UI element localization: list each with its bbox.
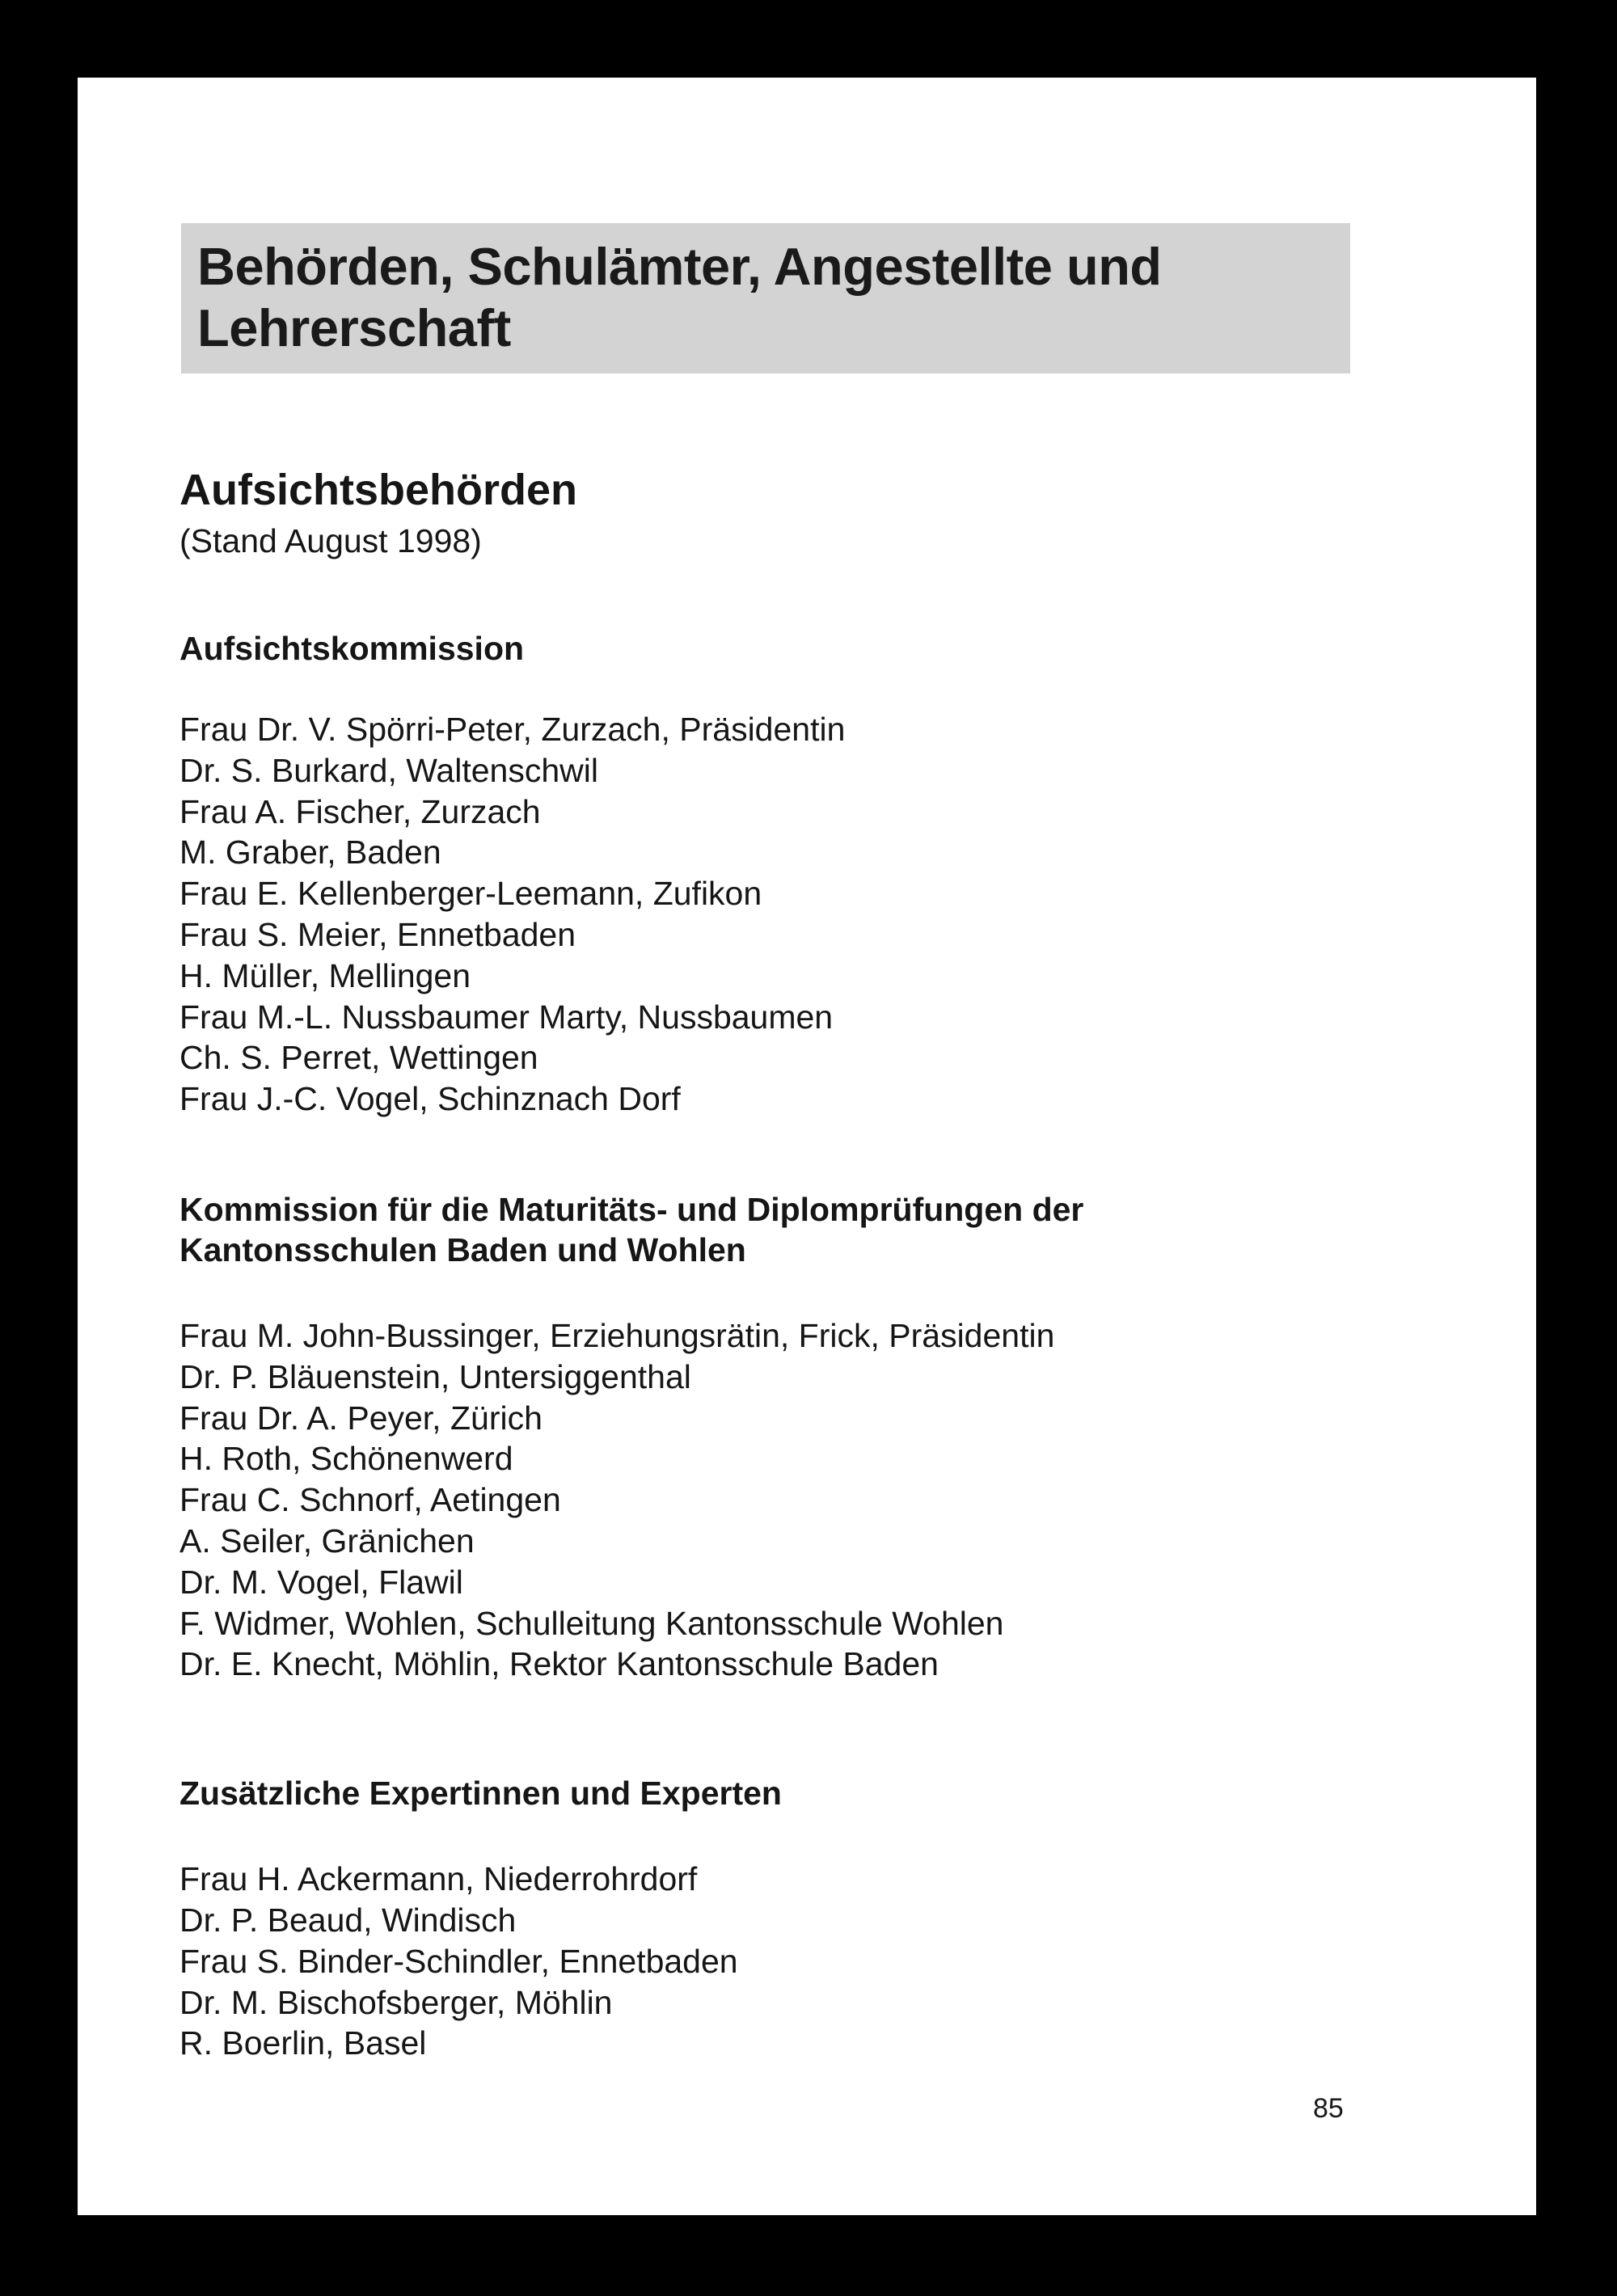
list-item: Frau S. Meier, Ennetbaden bbox=[179, 915, 576, 953]
list-item: Dr. M. Bischofsberger, Möhlin bbox=[179, 1983, 613, 2021]
group-title-line-1: Kommission für die Maturitäts- und Diplomprüfungen der bbox=[179, 1190, 1084, 1228]
page-number: 85 bbox=[1313, 2093, 1344, 2124]
group-title-experten: Zusätzliche Expertinnen und Experten bbox=[179, 1775, 782, 1813]
list-item: R. Boerlin, Basel bbox=[179, 2024, 427, 2062]
list-item: Frau H. Ackermann, Niederrohrdorf bbox=[179, 1860, 698, 1898]
list-item: H. Müller, Mellingen bbox=[179, 956, 471, 994]
chapter-title-banner bbox=[181, 223, 1350, 374]
list-item: Ch. S. Perret, Wettingen bbox=[179, 1039, 538, 1077]
list-item: Frau Dr. A. Peyer, Zürich bbox=[179, 1399, 543, 1437]
member-list-pruefungskommission bbox=[179, 1315, 1473, 1685]
list-item: Frau A. Fischer, Zurzach bbox=[179, 792, 541, 830]
list-item: Frau C. Schnorf, Aetingen bbox=[179, 1481, 561, 1519]
list-item: Frau J.-C. Vogel, Schinznach Dorf bbox=[179, 1080, 681, 1118]
member-list-experten bbox=[179, 1859, 1473, 2064]
list-item: Dr. S. Burkard, Waltenschwil bbox=[179, 751, 598, 789]
list-item: A. Seiler, Gränichen bbox=[179, 1522, 475, 1560]
member-list-aufsichtskommission bbox=[179, 709, 1473, 1120]
list-item: H. Roth, Schönenwerd bbox=[179, 1440, 513, 1478]
list-item: Frau Dr. V. Spörri-Peter, Zurzach, Präsidentin bbox=[179, 711, 846, 748]
chapter-title-line-1: Behörden, Schulämter, Angestellte und bbox=[197, 237, 1162, 296]
section-title: Aufsichtsbehörden bbox=[179, 466, 578, 514]
group-title-aufsichtskommission: Aufsichtskommission bbox=[179, 630, 525, 667]
list-item: Dr. E. Knecht, Möhlin, Rektor Kantonsschule Baden bbox=[179, 1645, 939, 1683]
list-item: Frau M.-L. Nussbaumer Marty, Nussbaumen bbox=[179, 998, 834, 1036]
list-item: F. Widmer, Wohlen, Schulleitung Kantonsschule Wohlen bbox=[179, 1604, 1004, 1642]
list-item: Dr. P. Beaud, Windisch bbox=[179, 1901, 517, 1939]
section-subtitle: (Stand August 1998) bbox=[179, 522, 482, 559]
list-item: Dr. M. Vogel, Flawil bbox=[179, 1563, 463, 1601]
group-title-pruefungskommission bbox=[179, 1189, 1473, 1270]
list-item: Frau M. John-Bussinger, Erziehungsrätin, Frick, Präsidentin bbox=[179, 1316, 1055, 1354]
document-page bbox=[78, 78, 1536, 2215]
list-item: Frau S. Binder-Schindler, Ennetbaden bbox=[179, 1942, 738, 1980]
page-content bbox=[179, 466, 1473, 2064]
list-item: Dr. P. Bläuenstein, Untersiggenthal bbox=[179, 1357, 691, 1395]
list-item: Frau E. Kellenberger-Leemann, Zufikon bbox=[179, 875, 762, 913]
chapter-title-line-2: Lehrerschaft bbox=[197, 298, 511, 357]
group-title-line-2: Kantonsschulen Baden und Wohlen bbox=[179, 1230, 746, 1268]
list-item: M. Graber, Baden bbox=[179, 834, 441, 872]
